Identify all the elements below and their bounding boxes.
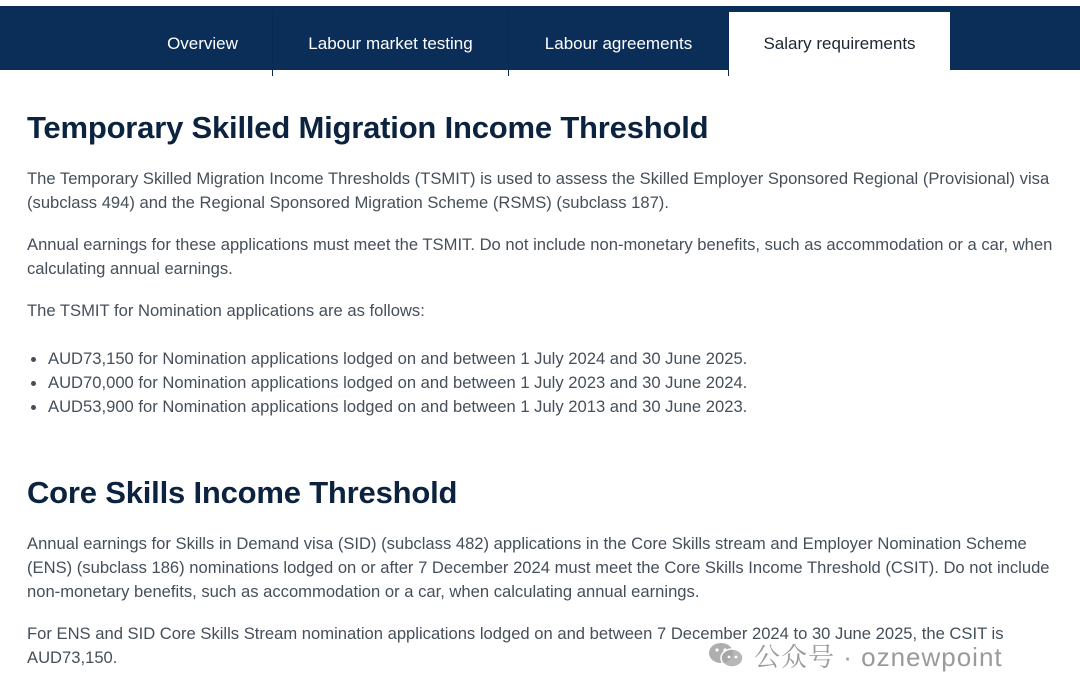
tab-salary-requirements[interactable] — [729, 12, 950, 76]
watermark-text: 公众号 · oznewpoint — [754, 641, 1003, 672]
tsmit-paragraph-2: Annual earnings for these applications must meet the TSMIT. Do not include non-monetary benefits, such as accommodation or a car, when calculating annual earnings. — [27, 235, 1053, 278]
tsmit-paragraph-1: The Temporary Skilled Migration Income Thresholds (TSMIT) is used to assess the Skilled Employer Sponsored Regional (Provisional) visa (subclass 494) and the Regional Sponsored Migration Scheme (RSMS) (subclass 187). — [27, 169, 1050, 212]
tab-labour-agreements[interactable] — [509, 12, 729, 76]
list-item: AUD70,000 for Nomination applications lodged on and between 1 July 2023 and 30 June 2024. — [27, 371, 1057, 395]
tab-labour-market-testing-label: Labour market testing — [308, 34, 473, 53]
tab-list — [133, 12, 950, 76]
tab-overview-label: Overview — [167, 34, 238, 53]
watermark — [706, 637, 1003, 673]
tab-labour-agreements-label: Labour agreements — [544, 34, 693, 53]
tab-navigation — [0, 0, 1080, 70]
tsmit-list — [27, 347, 1057, 419]
csit-paragraph-1: Annual earnings for Skills in Demand visa (SID) (subclass 482) applications in the Core Skills stream and Employer Nomination Scheme (ENS) (subclass 186) nominations lodged on or after 7 December 2024 must meet the Core Skills Income Threshold (CSIT). Do not include non-monetary benefits, such as accommodation or a car, when calculating annual earnings. — [27, 534, 1050, 601]
list-item: AUD73,150 for Nomination applications lodged on and between 1 July 2024 and 30 June 2025. — [27, 347, 1057, 371]
tsmit-paragraph-3: The TSMIT for Nomination applications are as follows: — [27, 301, 425, 320]
tab-salary-requirements-label: Salary requirements — [763, 34, 916, 53]
list-item: AUD53,900 for Nomination applications lodged on and between 1 July 2013 and 30 June 2023. — [27, 395, 1057, 419]
csit-paragraph-2: For ENS and SID Core Skills Stream nomination applications lodged on and between 7 December 2024 to 30 June 2025, the CSIT is AUD73,150. — [27, 624, 1004, 667]
wechat-icon — [706, 640, 746, 670]
csit-heading: Core Skills Income Threshold — [27, 475, 458, 510]
tab-overview[interactable] — [133, 12, 273, 76]
tab-labour-market-testing[interactable] — [273, 12, 509, 76]
tsmit-heading: Temporary Skilled Migration Income Threshold — [27, 110, 709, 145]
main-content — [27, 84, 1057, 670]
